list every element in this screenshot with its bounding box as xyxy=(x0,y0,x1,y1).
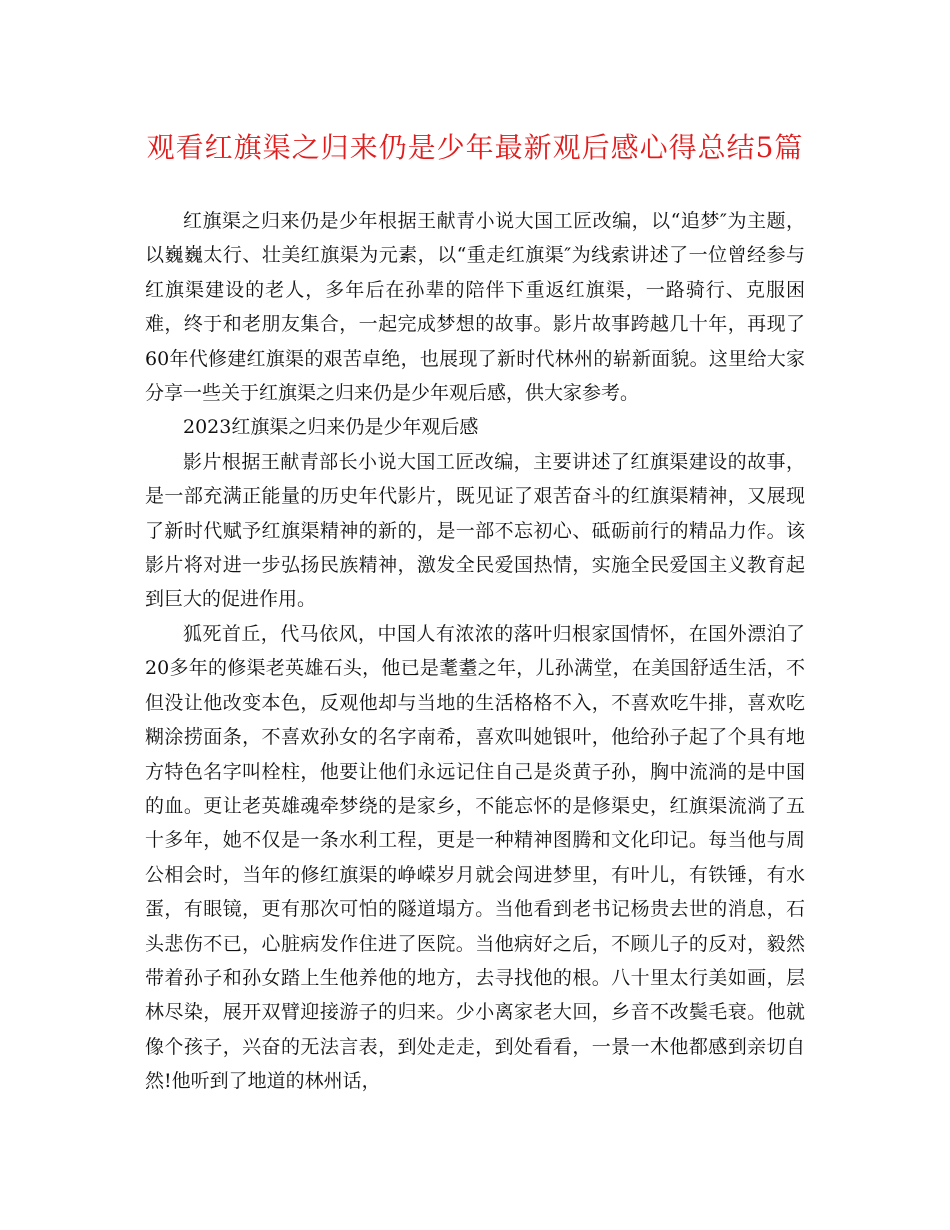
document-body xyxy=(145,204,805,1099)
document-title: 观看红旗渠之归来仍是少年最新观后感心得总结5篇 xyxy=(146,131,804,164)
body-paragraph: 狐死首丘，代马依风，中国人有浓浓的落叶归根家国情怀，在国外漂泊了20多年的修渠老英雄石头，他已是耄耋之年，儿孙满堂，在美国舒适生活，不但没让他改变本色，反观他却与当地的生活格格不入，不喜欢吃牛排，喜欢吃糊涂捞面条，不喜欢孙女的名字南希，喜欢叫她银叶，他给孙子起了个具有地方特色名字叫栓柱，他要让他们永远记住自己是炎黄子孙，胸中流淌的是中国的血。更让老英雄魂牵梦绕的是家乡，不能忘怀的是修渠史，红旗渠流淌了五十多年，她不仅是一条水利工程，更是一种精神图腾和文化印记。每当他与周公相会时，当年的修红旗渠的峥嵘岁月就会闯进梦里，有叶儿，有铁锤，有水蛋，有眼镜，更有那次可怕的隧道塌方。当他看到老书记杨贵去世的消息，石头悲伤不已，心脏病发作住进了医院。当他病好之后，不顾儿子的反对，毅然带着孙子和孙女踏上生他养他的地方，去寻找他的根。八十里太行美如画，层林尽染，展开双臂迎接游子的归来。少小离家老大回，乡音不改鬓毛衰。他就像个孩子，兴奋的无法言表，到处走走，到处看看，一景一木他都感到亲切自然!他听到了地道的林州话， xyxy=(145,622,805,1093)
section-heading: 2023红旗渠之归来仍是少年观后感 xyxy=(183,416,479,439)
body-paragraph: 影片根据王献青部长小说大国工匠改编，主要讲述了红旗渠建设的故事，是一部充满正能量的历史年代影片，既见证了艰苦奋斗的红旗渠精神，又展现了新时代赋予红旗渠精神的新的，是一部不忘初心、砥砺前行的精品力作。该影片将对进一步弘扬民族精神，激发全民爱国热情，实施全民爱国主义教育起到巨大的促进作用。 xyxy=(145,450,805,611)
intro-paragraph: 红旗渠之归来仍是少年根据王献青小说大国工匠改编，以“追梦″为主题，以巍巍太行、壮美红旗渠为元素，以“重走红旗渠″为线索讲述了一位曾经参与红旗渠建设的老人，多年后在孙辈的陪伴下重返红旗渠，一路骑行、克服困难，终于和老朋友集合，一起完成梦想的故事。影片故事跨越几十年，再现了60年代修建红旗渠的艰苦卓绝，也展现了新时代林州的崭新面貌。这里给大家分享一些关于红旗渠之归来仍是少年观后感，供大家参考。 xyxy=(145,210,805,405)
